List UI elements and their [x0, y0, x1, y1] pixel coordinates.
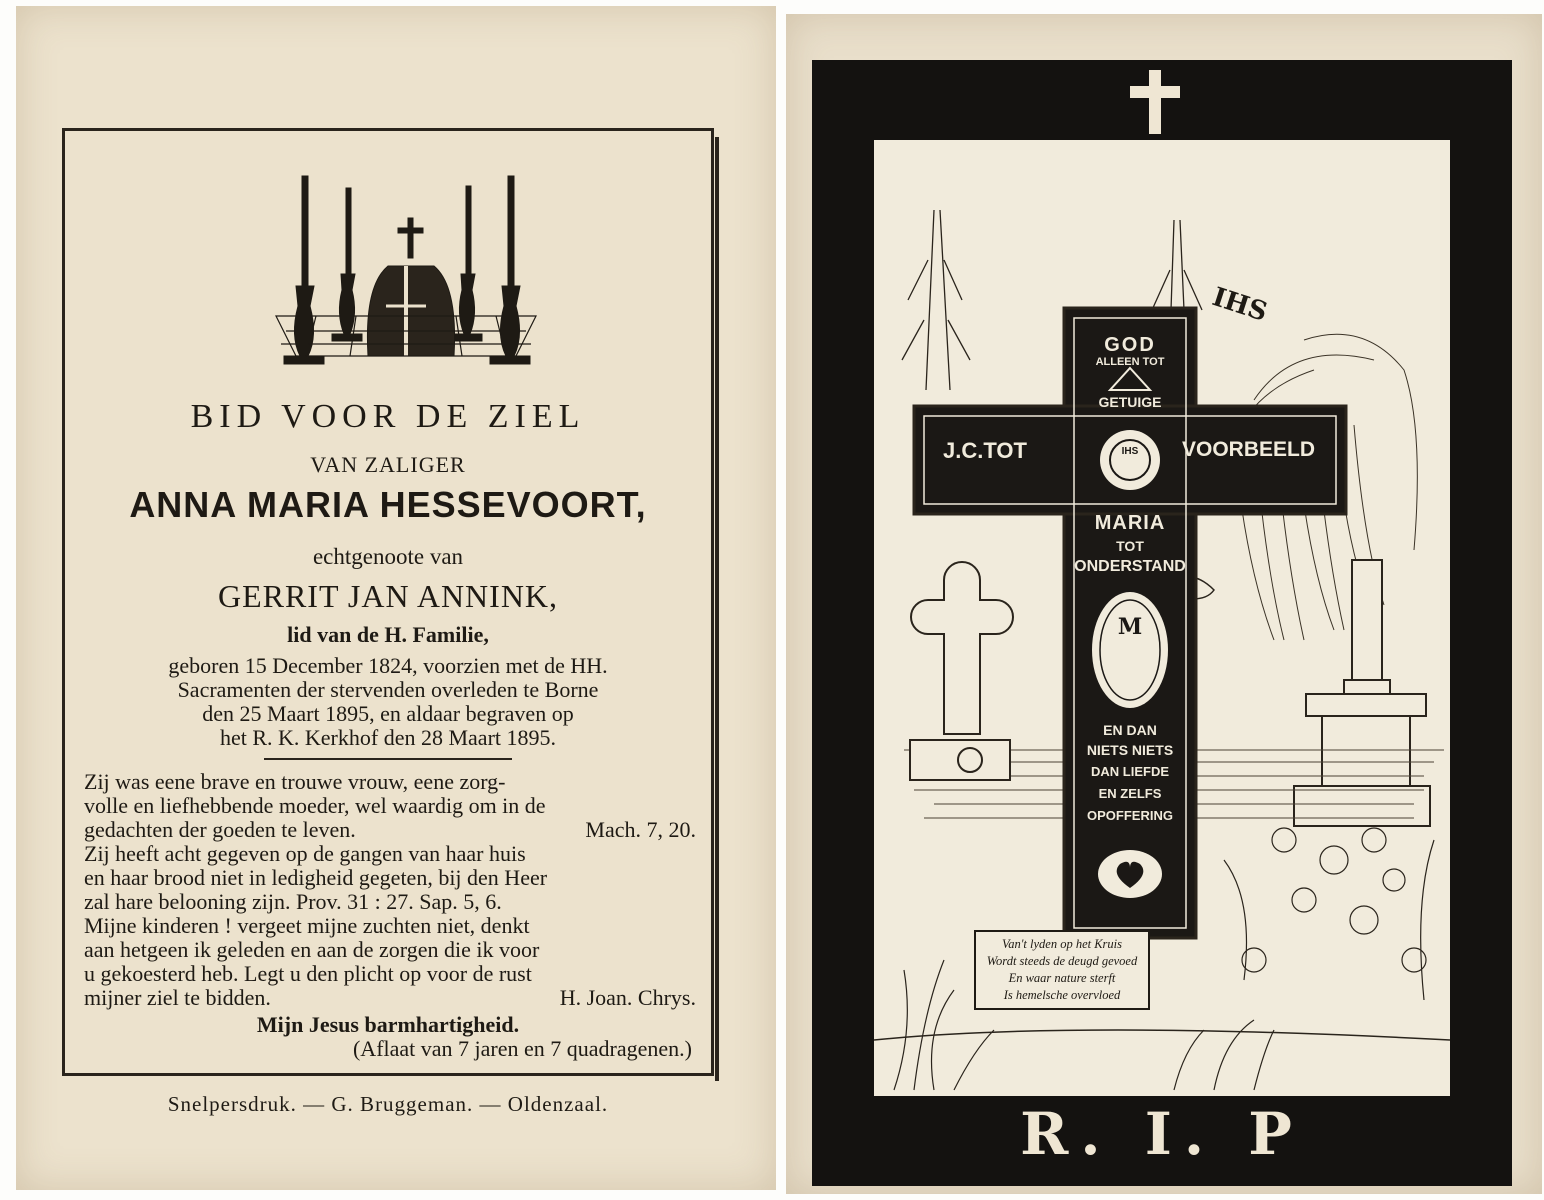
plaque-line: Is hemelsche overvloed — [1003, 988, 1121, 1002]
ihs-monogram: IHS — [1208, 282, 1271, 328]
verse-line: en haar brood niet in ledigheid gegeten, bij den Heer — [84, 865, 548, 890]
rip-footer: R. I. P — [1020, 1100, 1304, 1168]
cross-inscription: TOT — [1116, 538, 1144, 554]
verse-line: aan hetgeen ik geleden en aan de zorgen die ik voor — [84, 937, 540, 962]
prayer-heading: BID VOOR DE ZIEL — [190, 398, 586, 435]
bio-line: Sacramenten der stervenden overleden te Borne — [177, 677, 599, 702]
verse-reference: Mach. 7, 20. — [585, 817, 696, 842]
cross-inscription: VOORBEELD — [1182, 438, 1316, 461]
verse-line: gedachten der goeden te leven. Mach. 7, 20. — [84, 817, 696, 842]
cross-inscription: GOD — [1104, 334, 1156, 356]
verse-plaque — [974, 930, 1150, 1010]
cross-inscription: EN DAN — [1103, 722, 1157, 738]
plaque-line: Wordt steeds de deugd gevoed — [986, 954, 1138, 968]
closing-prayer: Mijn Jesus barmhartigheid. — [256, 1012, 520, 1037]
verse-line: volle en liefhebbende moeder, wel waardig om in de — [84, 793, 546, 818]
engraving-panel — [874, 140, 1450, 1096]
plaque-line: En waar nature sterft — [1008, 971, 1116, 985]
verse-line: zal hare belooning zijn. Prov. 31 : 27. Sap. 5, 6. — [84, 889, 502, 914]
cross-icon — [1130, 70, 1180, 134]
bio-line: het R. K. Kerkhof den 28 Maart 1895. — [219, 725, 557, 750]
bio-line: geboren 15 December 1824, voorzien met de HH. — [168, 653, 608, 678]
verse-line: mijner ziel te bidden. H. Joan. Chrys. — [84, 985, 696, 1010]
medallion-ihs: IHS — [1121, 446, 1139, 457]
spouse-intro: echtgenoote van — [312, 544, 464, 569]
cross-inscription: NIETS NIETS — [1086, 742, 1174, 758]
indulgence-note: (Aflaat van 7 jaren en 7 quadragenen.) — [352, 1036, 692, 1061]
deceased-name: ANNA MARIA HESSEVOORT, — [129, 484, 647, 525]
verse-reference: H. Joan. Chrys. — [559, 985, 696, 1010]
cross-inscription: J.C.TOT — [943, 438, 1027, 463]
cross-inscription: EN ZELFS — [1098, 786, 1162, 801]
cross-inscription: GETUIGE — [1098, 394, 1162, 410]
cross-inscription: MARIA — [1094, 512, 1166, 534]
cross-inscription: ONDERSTAND — [1074, 558, 1186, 575]
divider-rule — [264, 758, 512, 760]
memorial-card-text-side — [16, 6, 776, 1190]
verse-line: Zij was eene brave en trouwe vrouw, eene zorg- — [84, 769, 506, 794]
cross-inscription: ALLEEN TOT — [1095, 356, 1165, 368]
mourning-border — [812, 60, 1512, 1186]
intro-label: VAN ZALIGER — [310, 452, 466, 477]
marian-monogram: M — [1117, 614, 1143, 640]
cross-inscription: DAN LIEFDE — [1091, 764, 1169, 779]
cross-inscription: OPOFFERING — [1087, 808, 1173, 823]
bio-line: den 25 Maart 1895, en aldaar begraven op — [202, 701, 574, 726]
plaque-line: Van't lyden op het Kruis — [1001, 937, 1123, 951]
membership-line: lid van de H. Familie, — [287, 622, 489, 647]
verse-line: u gekoesterd heb. Legt u den plicht op voor de rust — [84, 961, 532, 986]
printer-credit: Snelpersdruk. — G. Bruggeman. — Oldenzaal. — [167, 1092, 609, 1116]
spouse-name: GERRIT JAN ANNINK, — [217, 578, 559, 614]
verse-line: Mijne kinderen ! vergeet mijne zuchten niet, denkt — [84, 913, 530, 938]
verse-line: Zij heeft acht gegeven op de gangen van haar huis — [84, 841, 526, 866]
memorial-card-image-side — [786, 14, 1542, 1194]
altar-candles-illustration — [256, 166, 546, 376]
